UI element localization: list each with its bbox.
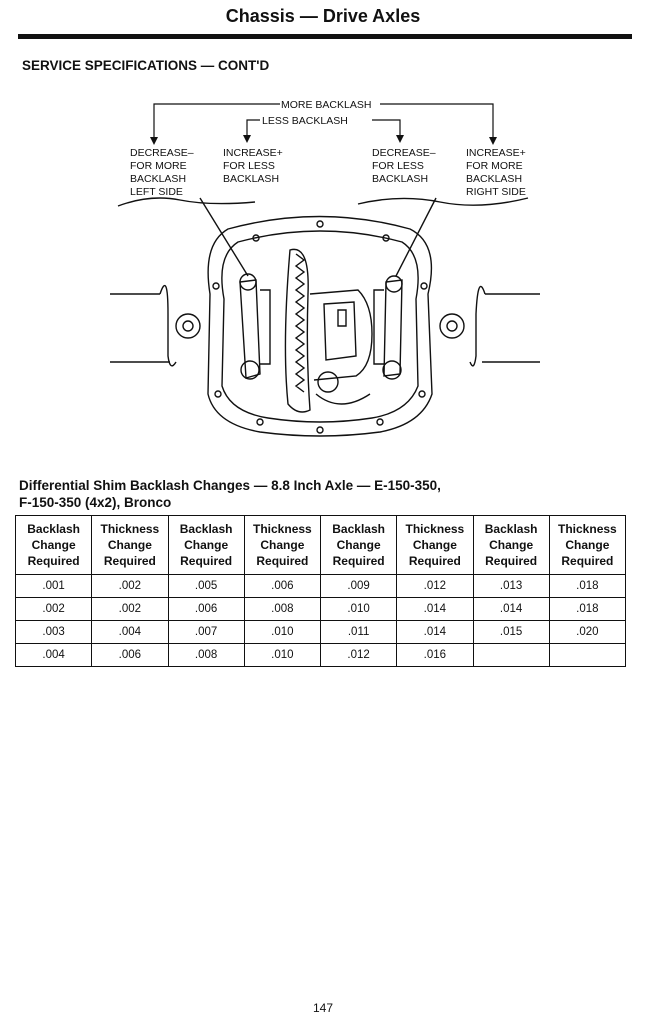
right-increase-label: INCREASE+ FOR MORE BACKLASH RIGHT SIDE (466, 147, 526, 198)
col-header-backlash: Backlash Change Required (168, 516, 244, 575)
table-cell: .020 (549, 621, 625, 644)
table-cell: .002 (92, 598, 168, 621)
differential-diagram (110, 94, 540, 439)
table-cell: .004 (92, 621, 168, 644)
table-row (16, 644, 626, 667)
table-cell (473, 644, 549, 667)
col-header-thickness: Thickness Change Required (92, 516, 168, 575)
table-cell: .012 (397, 575, 473, 598)
table-cell: .014 (397, 621, 473, 644)
table-cell: .007 (168, 621, 244, 644)
table-cell: .008 (244, 598, 320, 621)
left-increase-label: INCREASE+ FOR LESS BACKLASH (223, 147, 283, 185)
page-title: Chassis — Drive Axles (225, 6, 421, 26)
backlash-shim-table (15, 515, 626, 667)
left-decrease-label: DECREASE– FOR MORE BACKLASH LEFT SIDE (130, 147, 194, 198)
col-header-backlash: Backlash Change Required (16, 516, 92, 575)
differential-housing-drawing (110, 198, 540, 436)
table-title-line-2: F-150-350 (4x2), Bronco (19, 495, 172, 510)
table-cell: .005 (168, 575, 244, 598)
table-cell: .009 (321, 575, 397, 598)
table-cell: .003 (16, 621, 92, 644)
table-row (16, 598, 626, 621)
table-cell: .006 (92, 644, 168, 667)
table-cell: .011 (321, 621, 397, 644)
col-header-backlash: Backlash Change Required (321, 516, 397, 575)
less-backlash-label: LESS BACKLASH (262, 115, 348, 127)
header-rule (18, 34, 632, 39)
col-header-thickness: Thickness Change Required (549, 516, 625, 575)
page-number: 147 (312, 1001, 334, 1015)
table-cell (549, 644, 625, 667)
table-cell: .001 (16, 575, 92, 598)
table-title-line-1: Differential Shim Backlash Changes — 8.8 Inch Axle — E-150-350, (19, 478, 441, 493)
table-cell: .016 (397, 644, 473, 667)
table-cell: .006 (168, 598, 244, 621)
table-cell: .002 (92, 575, 168, 598)
table-cell: .004 (16, 644, 92, 667)
table-cell: .018 (549, 598, 625, 621)
table-cell: .012 (321, 644, 397, 667)
col-header-backlash: Backlash Change Required (473, 516, 549, 575)
more-backlash-label: MORE BACKLASH (281, 99, 372, 111)
table-cell: .010 (321, 598, 397, 621)
section-title: SERVICE SPECIFICATIONS — CONT'D (22, 58, 270, 73)
table-cell: .010 (244, 644, 320, 667)
table-title (19, 477, 579, 511)
table-cell: .006 (244, 575, 320, 598)
right-decrease-label: DECREASE– FOR LESS BACKLASH (372, 147, 436, 185)
table-cell: .014 (397, 598, 473, 621)
table-row (16, 621, 626, 644)
table-header-row (16, 516, 626, 575)
table-cell: .014 (473, 598, 549, 621)
table-cell: .008 (168, 644, 244, 667)
table-cell: .013 (473, 575, 549, 598)
table-cell: .015 (473, 621, 549, 644)
table-cell: .010 (244, 621, 320, 644)
table-row (16, 575, 626, 598)
table-cell: .002 (16, 598, 92, 621)
col-header-thickness: Thickness Change Required (397, 516, 473, 575)
table-cell: .018 (549, 575, 625, 598)
col-header-thickness: Thickness Change Required (244, 516, 320, 575)
